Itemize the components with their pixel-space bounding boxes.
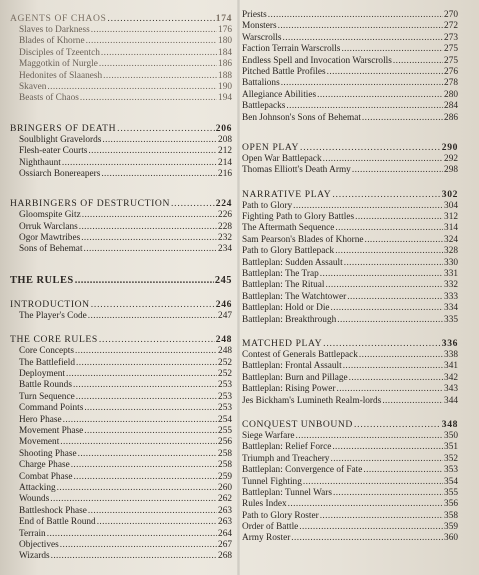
page-gutter: [237, 0, 240, 575]
toc-entry: Deployment ..... 252: [10, 369, 232, 380]
toc-entry: Command Points ..... 253: [10, 403, 232, 414]
toc-entry: Battle Rounds ..... 253: [10, 380, 232, 391]
toc-entry: Endless Spell and Invocation Warscrolls ..... 275: [242, 56, 458, 67]
toc-entry: The Player's Code ..... 247: [10, 311, 232, 322]
toc-entry: Blades of Khorne ..... 180: [10, 36, 232, 47]
toc-entry: Battleplan: The Trap ..... 331: [242, 269, 458, 280]
toc-entry: Attacking ..... 260: [10, 483, 232, 494]
toc-entry: Triumph and Treachery ..... 352: [242, 454, 458, 465]
toc-entry: Battleplan: Burn and Pillage ..... 342: [242, 373, 458, 384]
toc-entry: Path to Glory Battlepack ..... 328: [242, 246, 458, 257]
section-open-play: [242, 142, 458, 154]
toc-entry: Battleplan: Convergence of Fate ..... 353: [242, 465, 458, 476]
toc-entry: Soulblight Gravelords ..... 208: [10, 135, 232, 146]
toc-entry: Movement Phase ..... 255: [10, 426, 232, 437]
section-matched-play: [242, 338, 458, 350]
toc-entry: Pitched Battle Profiles ..... 276: [242, 67, 458, 78]
toc-entry: Battleplan: Sudden Assault ..... 330: [242, 258, 458, 269]
toc-entry: Sam Pearson's Blades of Khorne ..... 324: [242, 235, 458, 246]
section-page: 336: [441, 337, 458, 349]
toc-entry: Hero Phase ..... 254: [10, 415, 232, 426]
section-page: 246: [215, 298, 232, 310]
toc-entry: Orruk Warclans ..... 228: [10, 222, 232, 233]
toc-entry: Rules Index ..... 356: [242, 499, 458, 510]
toc-entry: Flesh-eater Courts ..... 212: [10, 146, 232, 157]
toc-entry: Disciples of Tzeentch ..... 184: [10, 48, 232, 59]
toc-entry: Battleplan: Relief Force ..... 351: [242, 442, 458, 453]
toc-entry: Shooting Phase ..... 258: [10, 449, 232, 460]
section-title: AGENTS OF CHAOS: [10, 13, 107, 24]
section-the-rules: [10, 274, 232, 287]
toc-entry: Path to Glory ..... 304: [242, 201, 458, 212]
toc-entry: Terrain ..... 264: [10, 529, 232, 540]
toc-entry: Allegiance Abilities ..... 280: [242, 90, 458, 101]
toc-entry: Battalions ..... 278: [242, 78, 458, 89]
toc-entry: Siege Warfare ..... 350: [242, 431, 458, 442]
toc-entry: Slaves to Darkness ..... 176: [10, 25, 232, 36]
toc-entry: Wounds ..... 262: [10, 494, 232, 505]
toc-entry: Monsters ..... 272: [242, 21, 458, 32]
section-page: 248: [215, 334, 232, 346]
toc-entry: Maggotkin of Nurgle ..... 186: [10, 59, 232, 70]
section-agents-of-chaos: [10, 13, 232, 25]
section-title: THE RULES: [10, 274, 74, 286]
section-introduction: [10, 299, 232, 311]
toc-entry: Priests ..... 270: [242, 10, 458, 21]
toc-entry: Battleplan: The Ritual ..... 332: [242, 280, 458, 291]
toc-entry: Open War Battlepack ..... 292: [242, 154, 458, 165]
toc-entry: The Aftermath Sequence ..... 314: [242, 223, 458, 234]
section-title: BRINGERS OF DEATH: [10, 122, 117, 134]
section-conquest-unbound: [242, 419, 458, 431]
toc-entry: Wizards ..... 268: [10, 551, 232, 562]
section-narrative-play: [242, 189, 458, 201]
section-page: 302: [441, 188, 458, 200]
toc-entry: Core Concepts ..... 248: [10, 346, 232, 357]
toc-entry: Battleplan: Rising Power ..... 343: [242, 384, 458, 395]
toc-entry: Contest of Generals Battlepack ..... 338: [242, 350, 458, 361]
toc-entry: Path to Glory Roster ..... 358: [242, 511, 458, 522]
section-title: THE CORE RULES: [10, 334, 98, 346]
toc-entry: Battlepacks ..... 284: [242, 101, 458, 112]
toc-entry: Ogor Mawtribes ..... 232: [10, 233, 232, 244]
toc-entry: Battleshock Phase ..... 263: [10, 506, 232, 517]
section-harbingers-of-destruction: [10, 198, 232, 210]
toc-entry: Faction Terrain Warscrolls ..... 275: [242, 44, 458, 55]
section-page: 348: [441, 418, 458, 430]
section-title: CONQUEST UNBOUND: [242, 418, 353, 430]
toc-entry: Order of Battle ..... 359: [242, 522, 458, 533]
toc-entry: Ossiarch Bonereapers ..... 216: [10, 169, 232, 180]
section-page: 290: [441, 141, 458, 153]
section-title: MATCHED PLAY: [242, 337, 323, 349]
section-title: NARRATIVE PLAY: [242, 188, 332, 200]
toc-entry: End of Battle Round ..... 263: [10, 517, 232, 528]
toc-entry: Battleplan: Hold or Die ..... 334: [242, 303, 458, 314]
left-column: [10, 13, 232, 563]
section-title: OPEN PLAY: [242, 141, 300, 153]
section-title: INTRODUCTION: [10, 298, 90, 310]
toc-entry: Sons of Behemat ..... 234: [10, 244, 232, 255]
toc-entry: Ben Johnson's Sons of Behemat ..... 286: [242, 113, 458, 124]
toc-entry: Battleplan: Tunnel Wars ..... 355: [242, 488, 458, 499]
toc-entry: The Battlefield ..... 252: [10, 358, 232, 369]
section-page: 245: [214, 274, 232, 286]
toc-entry: Warscrolls ..... 273: [242, 33, 458, 44]
toc-entry: Nighthaunt ..... 214: [10, 158, 232, 169]
toc-entry: Charge Phase ..... 258: [10, 460, 232, 471]
toc-entry: Fighting Path to Glory Battles ..... 312: [242, 212, 458, 223]
toc-entry: Battleplan: Frontal Assault ..... 341: [242, 361, 458, 372]
section-core-rules: [10, 334, 232, 346]
right-column: [242, 10, 458, 545]
toc-entry: Skaven ..... 190: [10, 82, 232, 93]
toc-entry: Movement ..... 256: [10, 437, 232, 448]
toc-entry: Army Roster ..... 360: [242, 533, 458, 544]
section-page: 224: [215, 198, 232, 210]
toc-entry: Turn Sequence ..... 253: [10, 392, 232, 403]
toc-entry: Battleplan: Breakthrough ..... 335: [242, 315, 458, 326]
toc-entry: Beasts of Chaos ..... 194: [10, 93, 232, 104]
toc-entry: Hedonites of Slaanesh ..... 188: [10, 71, 232, 82]
toc-entry: Gloomspite Gitz ..... 226: [10, 210, 232, 221]
toc-entry: Objectives ..... 267: [10, 540, 232, 551]
toc-entry: Combat Phase ..... 259: [10, 472, 232, 483]
toc-entry: Thomas Elliott's Death Army ..... 298: [242, 165, 458, 176]
toc-entry: Tunnel Fighting ..... 354: [242, 477, 458, 488]
toc-entry: Jes Bickham's Lumineth Realm-lords ..... 344: [242, 396, 458, 407]
toc-entry: Battleplan: The Watchtower ..... 333: [242, 292, 458, 303]
section-title: HARBINGERS OF DESTRUCTION: [10, 198, 170, 210]
section-page: 174: [215, 13, 232, 24]
section-bringers-of-death: [10, 123, 232, 135]
section-page: 206: [215, 122, 232, 134]
